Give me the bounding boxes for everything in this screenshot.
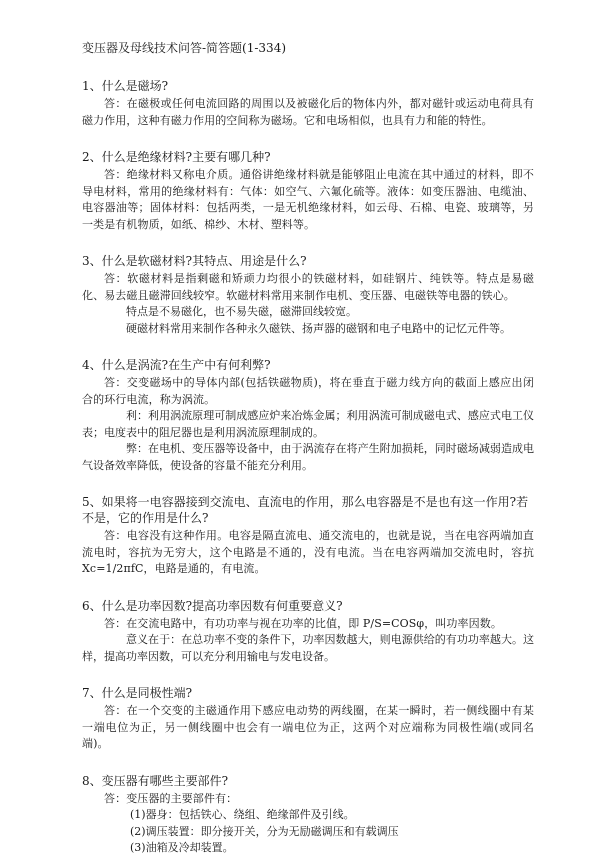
answer-paragraph: 答：绝缘材料又称电介质。通俗讲绝缘材料就是能够阻止电流在其中通过的材料，即不导电材料，常用的绝缘材料有：气体：如空气、六氟化硫等。液体：如变压器油、电缆油、电容器油等；固体材料：包括两类，一是无机绝缘材料，如云母、石棉、电瓷、玻璃等，另一类是有机物质，如纸、棉纱、木材、塑料等。 [82, 168, 534, 231]
question-heading: 8、变压器有哪些主要部件? [82, 773, 229, 788]
question-heading: 4、什么是涡流?在生产中有何利弊? [82, 358, 271, 372]
list-item: (3)油箱及冷却装置。 [130, 841, 234, 854]
qa-block-3 [82, 253, 534, 337]
qa-block-7 [82, 685, 534, 753]
answer-continuation: 意义在于：在总功率不变的条件下，功率因数越大，则电源供给的有功功率越大。这样，提高功率因数，可以充分利用输电与发电设备。 [82, 633, 534, 663]
question-heading: 3、什么是软磁材料?其特点、用途是什么? [82, 254, 307, 268]
answer-paragraph: 答：在一个交变的主磁通作用下感应电动势的两线圈，在某一瞬时，若一侧线圈中有某一端电位为正，另一侧线圈中也会有一端电位为正，这两个对应端称为同极性端(或同名端)。 [82, 704, 534, 750]
qa-block-4 [82, 357, 534, 474]
answer-paragraph: 答：交变磁场中的导体内部(包括铁磁物质)，将在垂直于磁力线方向的截面上感应出闭合的环行电流，称为涡流。 [82, 376, 534, 406]
answer-paragraph: 答：电容没有这种作用。电容是隔直流电、通交流电的，也就是说，当在电容两端加直流电时，容抗为无穷大，这个电路是不通的，没有电流。当在电容两端加交流电时，容抗 Xc=1/2πfC，电路是通的，有电流。 [82, 529, 534, 575]
answer-continuation: 硬磁材料常用来制作各种永久磁铁、扬声器的磁钢和电子电路中的记忆元件等。 [126, 321, 511, 335]
question-heading: 1、什么是磁场? [82, 79, 169, 93]
qa-block-2 [82, 149, 534, 233]
question-heading: 2、什么是绝缘材料?主要有哪几种? [82, 150, 271, 164]
question-heading: 5、如果将一电容器接到交流电、直流电的作用，那么电容器是不是也有这一作用?若不是，它的作用是什么? [82, 495, 529, 525]
answer-continuation: 特点是不易磁化，也不易失磁，磁滞回线较宽。 [126, 305, 357, 318]
answer-paragraph: 答：在磁极或任何电流回路的周围以及被磁化后的物体内外，都对磁针或运动电荷具有磁力作用，这种有磁力作用的空间称为磁场。它和电场相似，也具有力和能的特性。 [82, 97, 534, 127]
qa-block-1 [82, 78, 534, 129]
list-item: (1)器身：包括铁心、绕组、绝缘部件及引线。 [130, 808, 355, 821]
list-item: (2)调压装置：即分接开关，分为无励磁调压和有载调压 [130, 824, 399, 838]
answer-paragraph: 答：变压器的主要部件有： [104, 791, 238, 805]
answer-paragraph: 答：软磁材料是指剩磁和矫顽力均很小的铁磁材料，如硅钢片、纯铁等。特点是易磁化、易去磁且磁滞回线较窄。软磁材料常用来制作电机、变压器、电磁铁等电器的铁心。 [82, 272, 534, 302]
document-title: 变压器及母线技术问答-简答题(1-334) [82, 41, 287, 55]
question-heading: 7、什么是同极性端? [82, 686, 193, 700]
answer-paragraph: 答：在交流电路中，有功功率与视在功率的比值，即 P/S=COSφ，叫功率因数。 [104, 616, 502, 630]
answer-continuation: 弊：在电机、变压器等设备中，由于涡流存在将产生附加损耗，同时磁场减弱造成电气设备效率降低，使设备的容量不能充分利用。 [82, 442, 534, 472]
qa-block-5 [82, 494, 534, 578]
question-heading: 6、什么是功率因数?提高功率因数有何重要意义? [82, 598, 343, 613]
answer-continuation: 利：利用涡流原理可制成感应炉来冶炼金属；利用涡流可制成磁电式、感应式电工仪表；电度表中的阻尼器也是利用涡流原理制成的。 [82, 409, 534, 439]
qa-block-8 [82, 773, 534, 857]
qa-block-6 [82, 598, 534, 666]
